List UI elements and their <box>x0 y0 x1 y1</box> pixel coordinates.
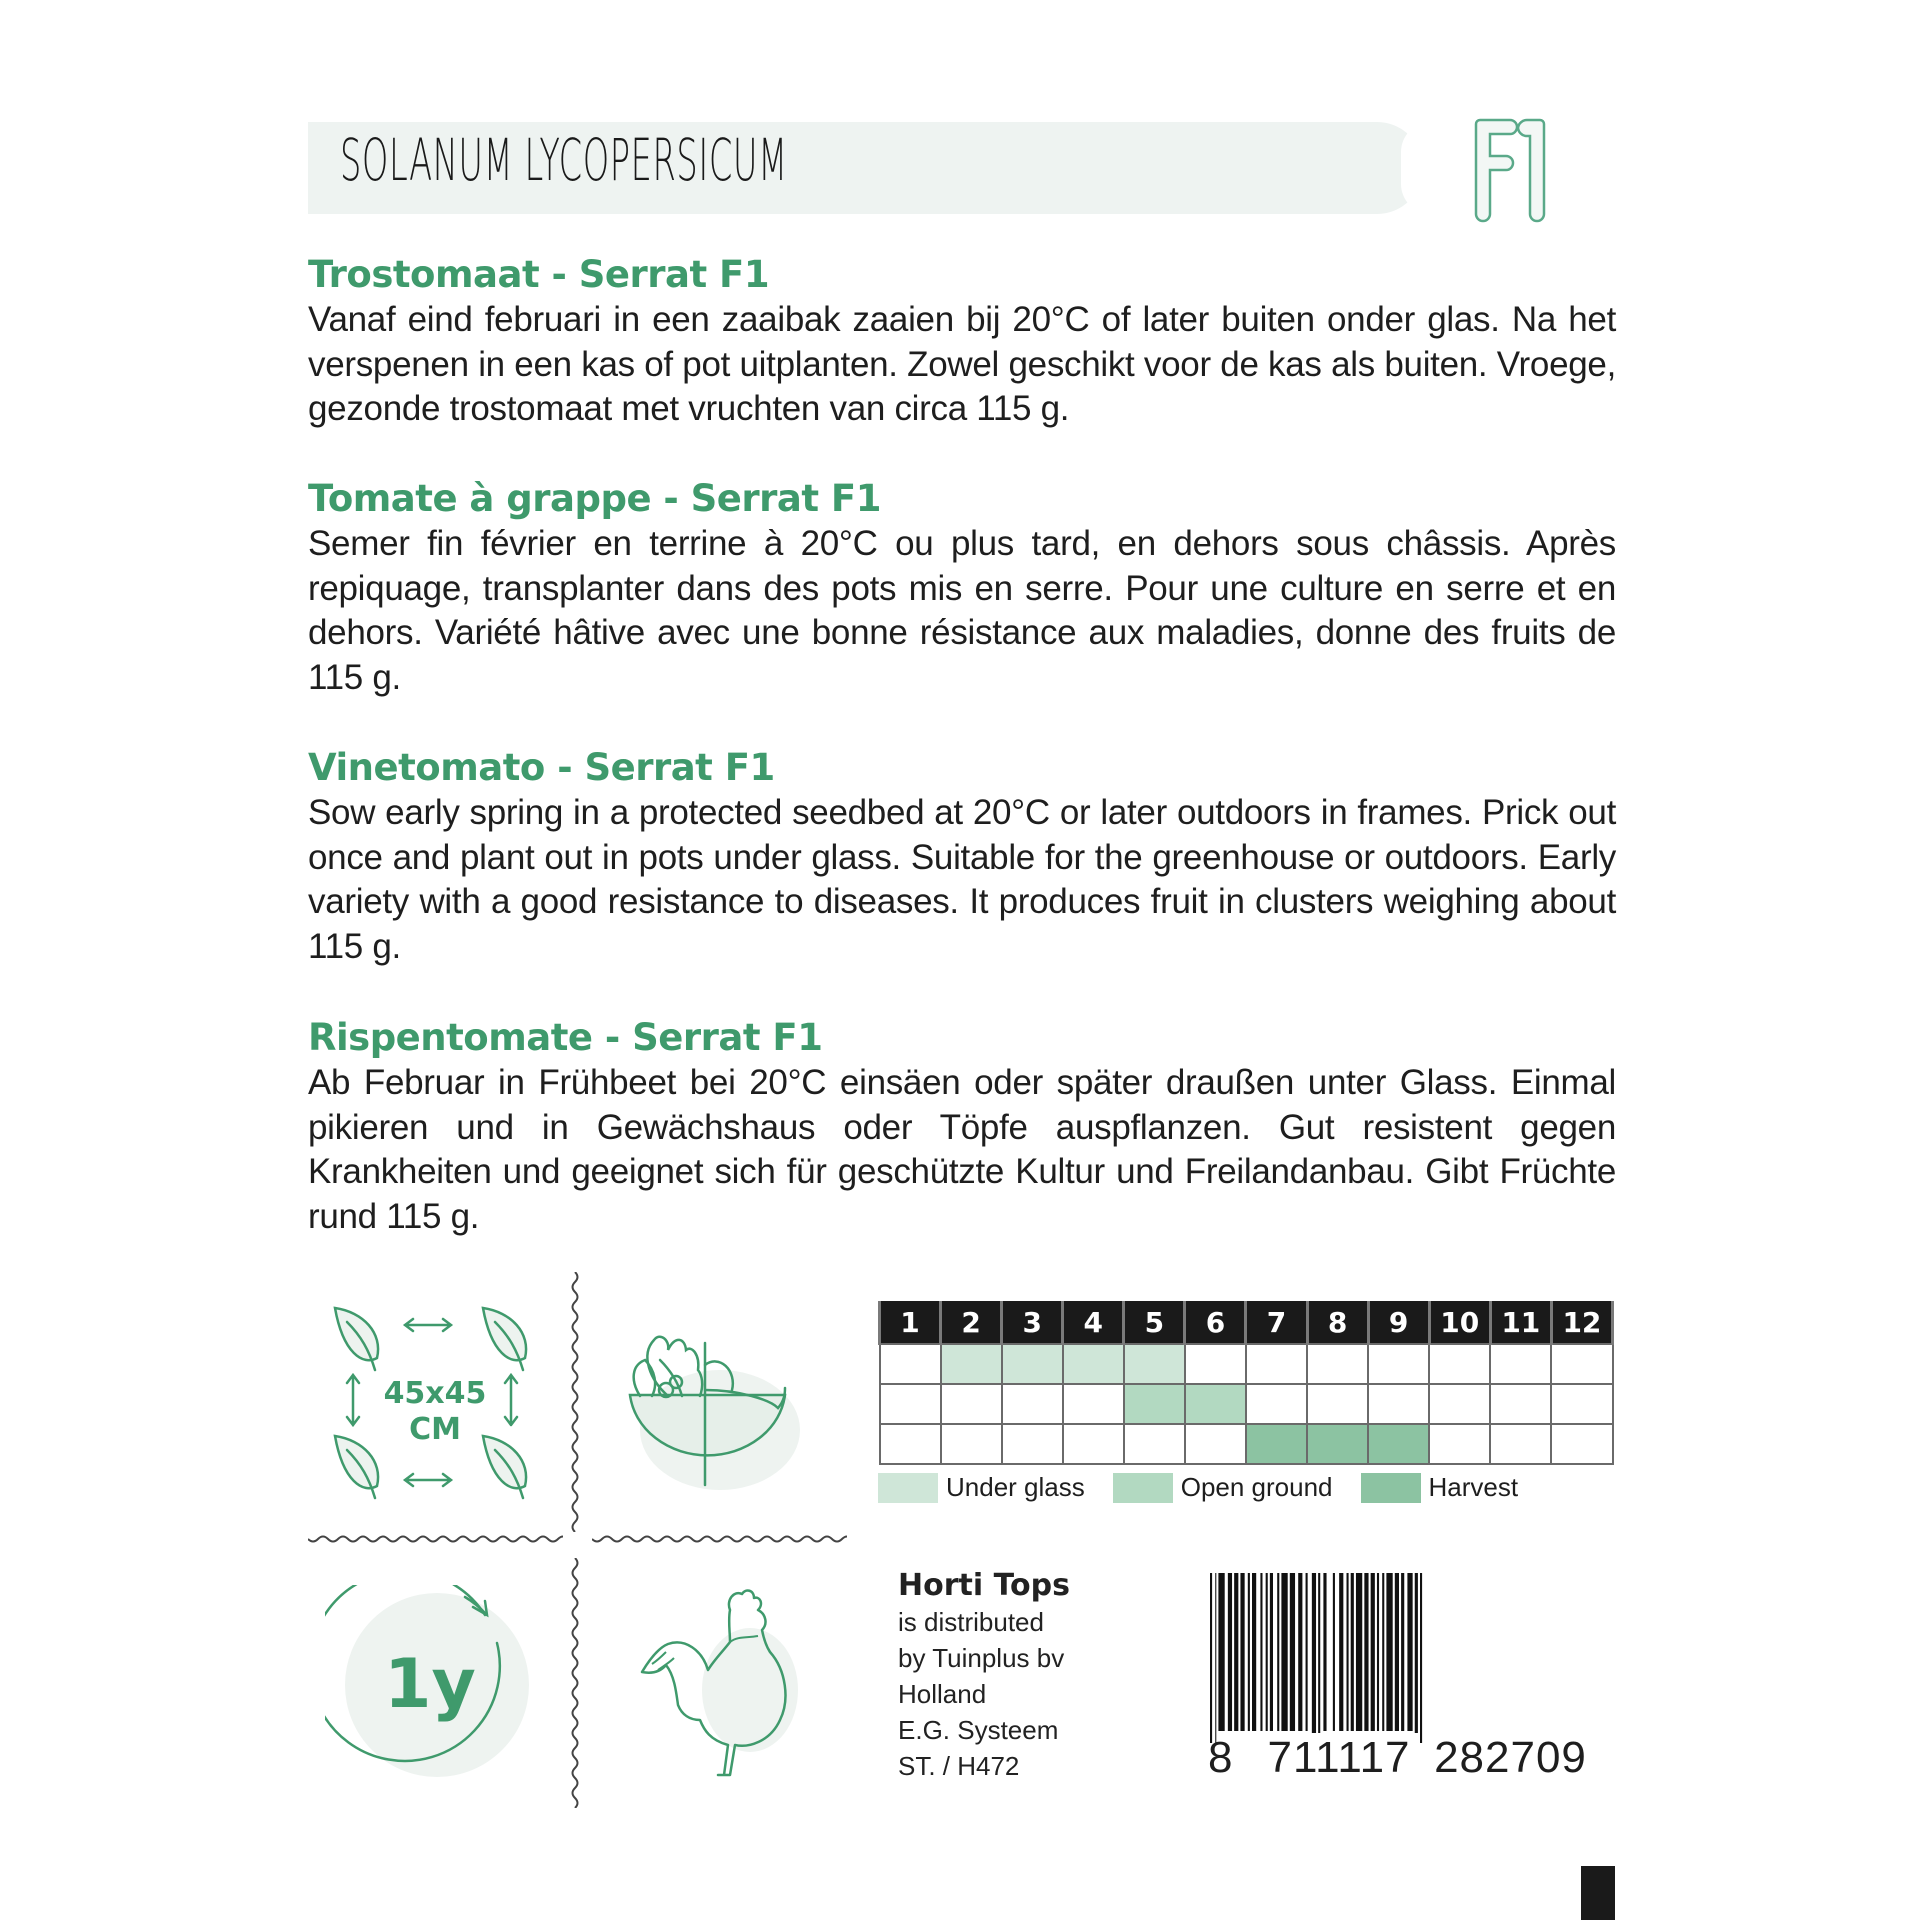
calendar-cell <box>1063 1384 1124 1424</box>
calendar-cell <box>1063 1424 1124 1464</box>
calendar-month-header: 11 <box>1490 1301 1551 1344</box>
barcode-bar <box>1252 1573 1256 1731</box>
barcode-bar <box>1281 1573 1287 1731</box>
calendar-month-header: 3 <box>1002 1301 1063 1344</box>
legend-swatch-under-glass <box>878 1473 938 1503</box>
ean-barcode <box>1208 1573 1618 1788</box>
barcode-bar <box>1339 1573 1343 1731</box>
barcode-bar <box>1228 1573 1232 1731</box>
barcode-left-digits: 711117 <box>1258 1733 1420 1783</box>
barcode-bar <box>1395 1573 1399 1731</box>
barcode-bar <box>1270 1573 1273 1731</box>
section-english <box>308 745 1616 969</box>
barcode-bar <box>1371 1573 1375 1731</box>
distributor-line: is distributed <box>898 1607 1044 1637</box>
calendar-cell <box>1185 1424 1246 1464</box>
lifecycle-label: 1y <box>384 1645 476 1724</box>
barcode-bar <box>1260 1573 1262 1731</box>
calendar-month-header: 5 <box>1124 1301 1185 1344</box>
section-body: Semer fin février en terrine à 20°C ou plus tard, en dehors sous châssis. Après repiquage, transplanter dans des pots mis en serre. Pour une culture en serre et en dehors. Variété hâtive avec une bonne résistance aux maladies, donne des fruits de 115 g. <box>308 524 1616 697</box>
calendar-cell <box>1246 1424 1307 1464</box>
calendar-cell <box>1551 1384 1612 1424</box>
calendar-cell <box>1002 1384 1063 1424</box>
calendar-cell <box>1002 1344 1063 1384</box>
calendar-cell <box>941 1344 1002 1384</box>
barcode-bar <box>1215 1573 1216 1743</box>
calendar-cell <box>880 1384 941 1424</box>
barcode-bar <box>1210 1573 1212 1743</box>
distributor-line: by Tuinplus bv <box>898 1643 1065 1673</box>
legend-label: Harvest <box>1428 1472 1519 1502</box>
calendar-cell <box>1124 1344 1185 1384</box>
calendar-table <box>878 1301 1614 1465</box>
wavy-divider-vertical <box>568 1558 582 1808</box>
section-title: Trostomaat - Serrat F1 <box>308 253 770 296</box>
calendar-cell <box>1063 1344 1124 1384</box>
legend-label: Open ground <box>1180 1472 1333 1502</box>
calendar-cell <box>880 1424 941 1464</box>
calendar-row <box>880 1424 1613 1464</box>
barcode-bar <box>1298 1573 1302 1731</box>
distributor-info <box>898 1568 1070 1784</box>
calendar-cell <box>941 1424 1002 1464</box>
barcode-bar <box>1266 1573 1268 1731</box>
plant-spacing-block <box>325 1300 545 1515</box>
rooster-icon <box>630 1580 810 1780</box>
barcode-bar <box>1386 1573 1392 1731</box>
calendar-cell <box>1307 1344 1368 1384</box>
barcode-bar <box>1234 1573 1238 1731</box>
section-body: Sow early spring in a protected seedbed at 20°C or later outdoors in frames. Prick out once and plant out in pots under glass. Suitable for the greenhouse or outdoors. Early variety with a good resistance to diseases. It produces fruit in clusters weighing about 115 g. <box>308 793 1616 966</box>
calendar-cell <box>1490 1384 1551 1424</box>
calendar-month-header: 2 <box>941 1301 1002 1344</box>
f1-hybrid-badge-icon <box>1466 110 1556 230</box>
calendar-month-header: 4 <box>1063 1301 1124 1344</box>
calendar-month-header: 12 <box>1551 1301 1612 1344</box>
calendar-cell <box>1429 1344 1490 1384</box>
barcode-bar <box>1382 1573 1384 1731</box>
brand-name: Horti Tops <box>898 1568 1071 1603</box>
calendar-cell <box>880 1344 941 1384</box>
barcode-bar <box>1364 1573 1368 1731</box>
calendar-cell <box>1307 1384 1368 1424</box>
barcode-bar <box>1356 1573 1362 1731</box>
barcode-bar <box>1415 1573 1418 1743</box>
calendar-cell <box>1246 1384 1307 1424</box>
section-dutch <box>308 252 1616 432</box>
calendar-month-header: 7 <box>1246 1301 1307 1344</box>
calendar-row <box>880 1344 1613 1384</box>
calendar-cell <box>1490 1344 1551 1384</box>
section-title: Vinetomato - Serrat F1 <box>308 746 775 789</box>
barcode-bar <box>1277 1573 1279 1731</box>
barcode-bar <box>1351 1573 1354 1731</box>
barcode-right-digits: 282709 <box>1428 1733 1593 1783</box>
calendar-cell <box>1368 1424 1429 1464</box>
calendar-cell <box>1368 1344 1429 1384</box>
spacing-unit: CM <box>409 1412 461 1447</box>
distributor-line: ST. / H472 <box>898 1751 1020 1781</box>
calendar-cell <box>1551 1424 1612 1464</box>
legend-label: Under glass <box>946 1472 1085 1502</box>
barcode-bar <box>1333 1573 1335 1731</box>
calendar-month-header: 1 <box>880 1301 941 1344</box>
barcode-bar <box>1312 1573 1316 1743</box>
barcode-bar <box>1318 1573 1320 1743</box>
section-title: Tomate à grappe - Serrat F1 <box>308 477 881 520</box>
calendar-month-header: 10 <box>1429 1301 1490 1344</box>
black-marker-bar <box>1581 1866 1615 1920</box>
calendar-cell <box>1551 1344 1612 1384</box>
calendar-cell <box>1429 1384 1490 1424</box>
calendar-cell <box>1490 1424 1551 1464</box>
calendar-month-header: 6 <box>1185 1301 1246 1344</box>
section-title: Rispentomate - Serrat F1 <box>308 1016 823 1059</box>
distributor-line: Holland <box>898 1679 987 1709</box>
calendar-cell <box>1246 1344 1307 1384</box>
barcode-bar <box>1401 1573 1404 1731</box>
barcode-bar <box>1218 1573 1224 1731</box>
wavy-divider-horizontal <box>308 1532 563 1546</box>
calendar-month-header: 8 <box>1307 1301 1368 1344</box>
calendar-cell <box>1429 1424 1490 1464</box>
vegetable-bowl-icon <box>620 1310 810 1500</box>
barcode-bar <box>1407 1573 1412 1731</box>
section-german <box>308 1015 1616 1239</box>
wavy-divider-horizontal <box>592 1532 847 1546</box>
calendar-cell <box>1124 1384 1185 1424</box>
calendar-cell <box>1368 1384 1429 1424</box>
spacing-label <box>380 1376 490 1448</box>
species-name: SOLANUM LYCOPERSICUM <box>340 126 788 194</box>
distributor-line: E.G. Systeem <box>898 1715 1059 1745</box>
barcode-bar <box>1377 1573 1379 1731</box>
barcode-bar <box>1420 1573 1422 1743</box>
calendar-cell <box>1185 1344 1246 1384</box>
section-french <box>308 476 1616 700</box>
annual-cycle-block <box>325 1585 535 1795</box>
barcode-bar <box>1290 1573 1295 1731</box>
barcode-bar <box>1306 1573 1308 1731</box>
spacing-value: 45x45 <box>383 1376 487 1411</box>
wavy-divider-vertical <box>568 1272 582 1532</box>
legend-swatch-open-ground <box>1113 1473 1173 1503</box>
barcode-bar <box>1240 1573 1244 1731</box>
calendar-cell <box>1124 1424 1185 1464</box>
section-body: Ab Februar in Frühbeet bei 20°C einsäen oder später draußen unter Glass. Einmal pikieren und in Gewächshaus oder Töpfe auspflanzen. Gut resistent gegen Krankheiten und geeignet sich für geschützte Kultur und Freilandanbau. Gibt Früchte rund 115 g. <box>308 1063 1616 1236</box>
legend-swatch-harvest <box>1361 1473 1421 1503</box>
calendar-cell <box>1307 1424 1368 1464</box>
calendar-month-header: 9 <box>1368 1301 1429 1344</box>
barcode-bar <box>1323 1573 1326 1731</box>
calendar-cell <box>1185 1384 1246 1424</box>
barcode-bar <box>1248 1573 1250 1731</box>
barcode-first-digit: 8 <box>1208 1733 1233 1782</box>
calendar-legend <box>878 1472 1546 1503</box>
barcode-bars <box>1208 1573 1618 1743</box>
sowing-calendar <box>878 1301 1614 1465</box>
calendar-cell <box>1002 1424 1063 1464</box>
barcode-bar <box>1347 1573 1349 1731</box>
calendar-row <box>880 1384 1613 1424</box>
calendar-cell <box>941 1384 1002 1424</box>
section-body: Vanaf eind februari in een zaaibak zaaien bij 20°C of later buiten onder glas. Na het verspenen in een kas of pot uitplanten. Zowel geschikt voor de kas als buiten. Vroege, gezonde trostomaat met vruchten van circa 115 g. <box>308 300 1616 428</box>
